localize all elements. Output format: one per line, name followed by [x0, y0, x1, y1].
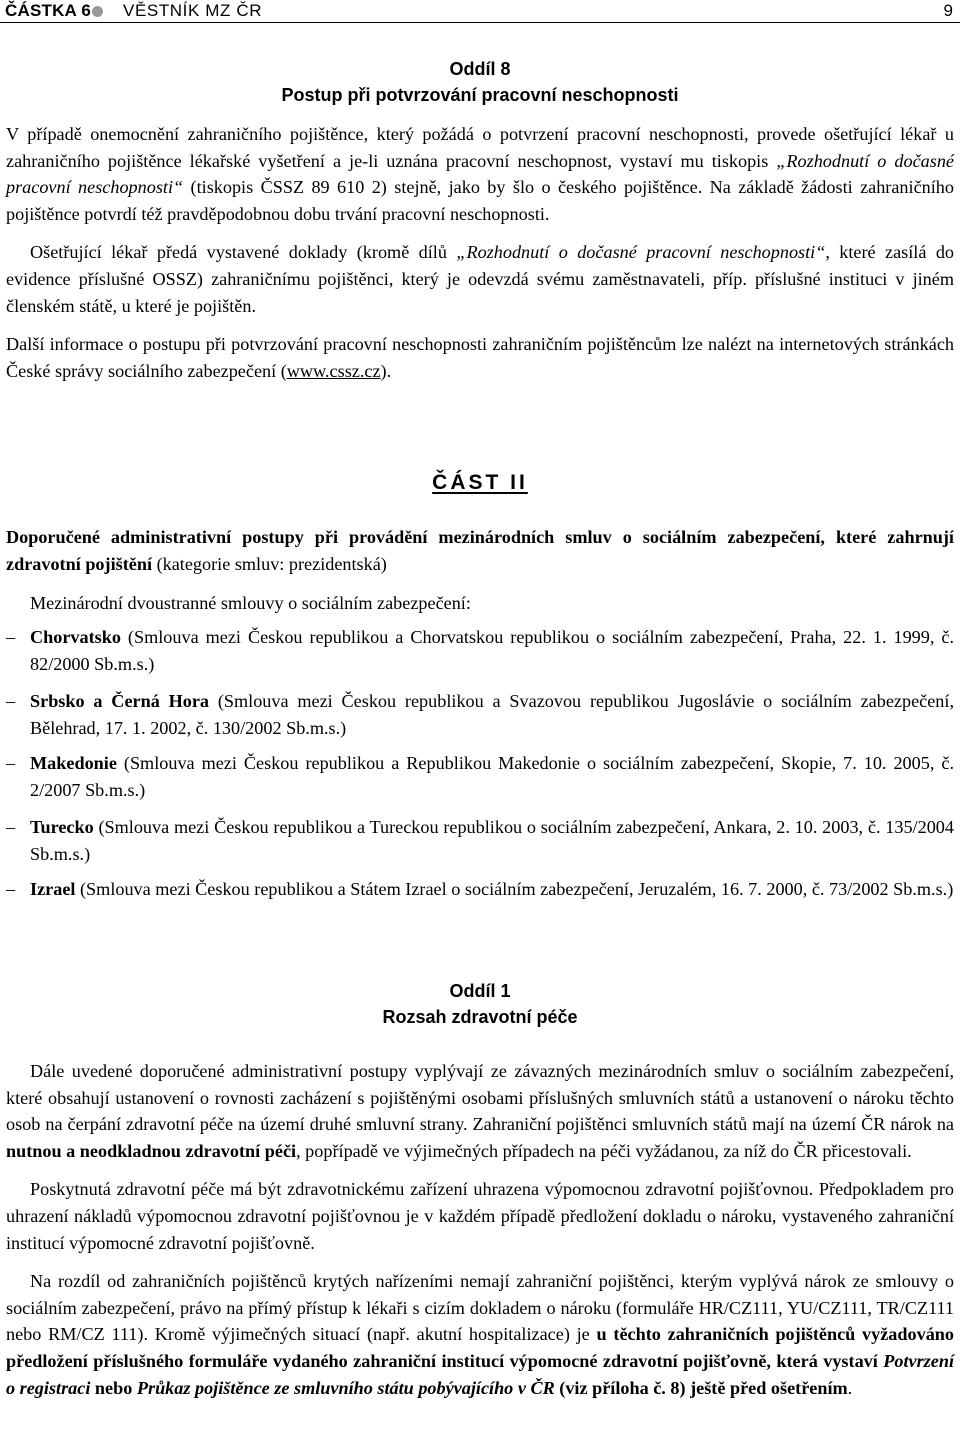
- section8-title: Oddíl 8: [449, 59, 511, 79]
- section1-heading: [0, 978, 960, 1030]
- list-dash: –: [6, 691, 16, 711]
- list-dash: –: [6, 879, 16, 899]
- section8-paragraph-3: Další informace o postupu při potvrzování pracovní neschopnosti zahraničním pojištěncům lze nalézt na internetových stránkách České správy sociálního zabezpečení (www.cssz.cz).: [6, 334, 954, 381]
- issue-part-label: ČÁSTKA 6: [5, 1, 91, 20]
- part2-intro-bold: Doporučené administrativní postupy při provádění mezinárodních smluv o sociálním zabezpečení, které zahrnují zdravotní pojištění: [6, 527, 954, 574]
- list-dash: –: [6, 627, 16, 647]
- treaty-item: – Srbsko a Černá Hora (Smlouva mezi Českou republikou a Svazovou republikou Jugoslávie o sociálním zabezpečení, Bělehrad, 17. 1. 2002, č. 130/2002 Sb.m.s.): [6, 688, 954, 741]
- section8-paragraph-1: V případě onemocnění zahraničního pojištěnce, který požádá o potvrzení pracovní neschopnosti, provede ošetřující lékař u zahraničního pojištěnce lékařské vyšetření a je-li uznána pracovní neschopnost, vystaví mu tiskopis „Rozhodnutí o dočasné pracovní neschopnosti“ (tiskopis ČSSZ 89 610 2) stejně, jako by šlo o českého pojištěnce. Na základě žádosti zahraničního pojištěnce potvrdí též pravděpodobnou dobu trvání pracovní neschopnosti.: [6, 124, 954, 224]
- treaties-lead: Mezinárodní dvoustranné smlouvy o sociálním zabezpečení:: [30, 593, 471, 613]
- treaty-country: Srbsko a Černá Hora: [30, 691, 210, 711]
- treaty-country: Makedonie: [30, 753, 117, 773]
- section8-body: [6, 121, 954, 384]
- form-name-italic: „Rozhodnutí o dočasné pracovní neschopnosti“: [6, 150, 954, 198]
- part2-intro: Doporučené administrativní postupy při provádění mezinárodních smluv o sociálním zabezpečení, které zahrnují zdravotní pojištění (kategorie smluv: prezidentská): [6, 527, 954, 574]
- treaty-country: Chorvatsko: [30, 627, 121, 647]
- journal-title: VĚSTNÍK MZ ČR: [123, 1, 263, 20]
- list-dash: –: [6, 817, 16, 837]
- treaty-country: Izrael: [30, 879, 76, 899]
- treaty-item: – Chorvatsko (Smlouva mezi Českou republikou a Chorvatskou republikou o sociálním zabezpečení, Praha, 22. 1. 1999, č. 82/2000 Sb.m.s.): [6, 624, 954, 677]
- treaty-item: – Makedonie (Smlouva mezi Českou republikou a Republikou Makedonie o sociálním zabezpečení, Skopie, 7. 10. 2005, č. 2/2007 Sb.m.s.): [6, 750, 954, 803]
- page-header: [0, 0, 960, 24]
- section1-paragraph-2: Poskytnutá zdravotní péče má být zdravotnickému zařízení uhrazena výpomocnou zdravotní pojišťovnou. Předpokladem pro uhrazení nákladů výpomocnou zdravotní pojišťovnou je v každém případě předložení dokladu o nároku, vystaveného zahraniční institucí výpomocné zdravotní pojišťovně.: [6, 1179, 954, 1253]
- page-number: 9: [943, 1, 953, 20]
- treaty-item: – Izrael (Smlouva mezi Českou republikou a Státem Izrael o sociálním zabezpečení, Jeruzalém, 16. 7. 2000, č. 73/2002 Sb.m.s.): [6, 876, 954, 903]
- section8-paragraph-2: Ošetřující lékař předá vystavené doklady (kromě dílů „Rozhodnutí o dočasné pracovní neschopnosti“, které zasílá do evidence příslušné OSSZ) zahraničnímu pojištěnci, který je odevzdá svému zaměstnavateli, příp. příslušné instituci v jiném členském státě, u které je pojištěn.: [6, 242, 955, 316]
- cssz-website-link[interactable]: www.cssz.cz: [286, 360, 381, 381]
- form-name-italic: „Rozhodnutí o dočasné pracovní neschopnosti“: [456, 242, 826, 263]
- header-rule: [0, 22, 960, 23]
- section8-subtitle: Postup při potvrzování pracovní neschopnosti: [281, 85, 679, 105]
- section1-paragraph-3: Na rozdíl od zahraničních pojištěnců krytých nařízeními nemají zahraniční pojištěnci, kterým vyplývá nárok ze smlouvy o sociálním zabezpečení, právo na přímý přístup k lékaři s cizím dokladem o nároku (formuláře HR/CZ111, YU/CZ111, TR/CZ111 nebo RM/CZ 111). Kromě výjimečných situací (např. akutní hospitalizace) je u těchto zahraničních pojištěnců vyžadováno předložení příslušného formuláře vydaného zahraniční institucí výpomocné zdravotní pojišťovně, která vystaví Potvrzení o registraci nebo Průkaz pojištěnce ze smluvního státu pobývajícího v ČR (viz příloha č. 8) ještě před ošetřením.: [6, 1271, 954, 1398]
- section1-paragraph-1: Dále uvedené doporučené administrativní postupy vyplývají ze závazných mezinárodních smluv o sociálním zabezpečení, které obsahují ustanovení o rovnosti zacházení s pojištěnými osobami příslušných smluvních států a ustanovení o nároku těchto osob na čerpání zdravotní péče na území druhé smluvní strany. Zahraniční pojištěnci smluvních států mají na území ČR nárok na nutnou a neodkladnou zdravotní péči, popřípadě ve výjimečných případech na péči vyžádanou, za níž do ČR přicestovali.: [6, 1061, 954, 1161]
- list-dash: –: [6, 753, 16, 773]
- treaty-item: – Turecko (Smlouva mezi Českou republikou a Tureckou republikou o sociálním zabezpečení, Ankara, 2. 10. 2003, č. 135/2004 Sb.m.s.): [6, 814, 954, 867]
- section1-subtitle: Rozsah zdravotní péče: [382, 1007, 578, 1027]
- section1-title: Oddíl 1: [449, 981, 511, 1001]
- section8-heading: [0, 56, 960, 108]
- bullet-dot-icon: [92, 6, 103, 17]
- part2-title: ČÁST II: [432, 471, 528, 494]
- treaty-country: Turecko: [30, 817, 94, 837]
- section1-body: [6, 1058, 954, 1401]
